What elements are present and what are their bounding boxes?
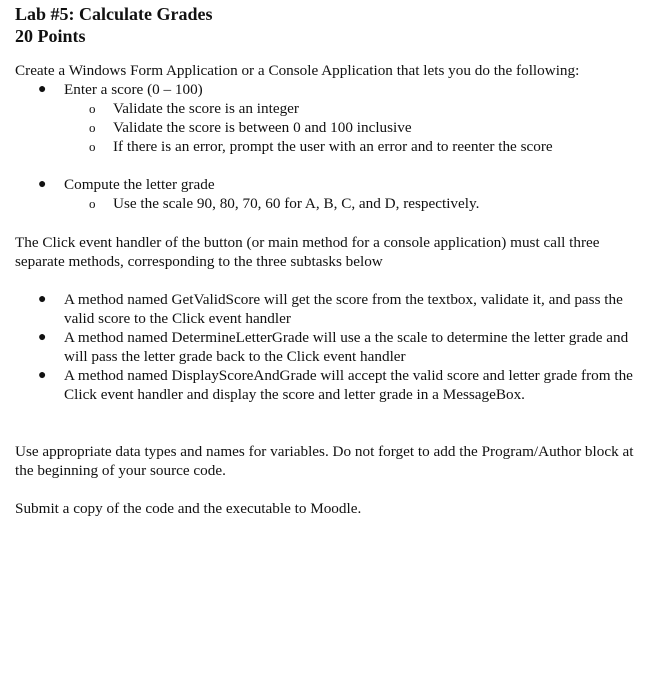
hollow-bullet-icon: o xyxy=(89,139,96,154)
task-list-2 xyxy=(15,175,640,194)
sub-item xyxy=(15,99,640,118)
bullet-icon: ● xyxy=(38,330,47,345)
lab-title: Lab #5: Calculate Grades xyxy=(15,4,213,24)
sub-item xyxy=(15,118,640,137)
sub-item-text: Use the scale 90, 80, 70, 60 for A, B, C, and D, respectively. xyxy=(113,195,480,212)
task-enter-score xyxy=(15,80,640,99)
task1-sublist xyxy=(15,99,640,156)
bullet-icon: ● xyxy=(38,292,47,307)
hollow-bullet-icon: o xyxy=(89,196,96,211)
bullet-icon: ● xyxy=(38,368,47,383)
task-compute-grade xyxy=(15,175,640,194)
sub-item-text: Validate the score is between 0 and 100 inclusive xyxy=(113,119,412,136)
method-item-text: A method named DisplayScoreAndGrade will accept the valid score and letter grade from the Click event handler and display the score and letter grade in a MessageBox. xyxy=(64,367,633,403)
methods-list xyxy=(15,290,640,404)
task-compute-grade-label: Compute the letter grade xyxy=(64,176,215,193)
sub-item-text: Validate the score is an integer xyxy=(113,100,299,117)
datatypes-paragraph: Use appropriate data types and names for variables. Do not forget to add the Program/Author block at the beginning of your source code. xyxy=(15,443,634,479)
datatypes-section xyxy=(15,442,640,480)
method-item-text: A method named DetermineLetterGrade will use a the scale to determine the letter grade and will pass the letter grade back to the Click event handler xyxy=(64,329,629,365)
task-enter-score-label: Enter a score (0 – 100) xyxy=(64,81,203,98)
submit-paragraph: Submit a copy of the code and the executable to Moodle. xyxy=(15,500,362,517)
sub-item xyxy=(15,137,640,156)
hollow-bullet-icon: o xyxy=(89,120,96,135)
intro-paragraph: Create a Windows Form Application or a Console Application that lets you do the following: xyxy=(15,62,580,79)
handler-paragraph: The Click event handler of the button (or main method for a console application) must call three separate methods, corresponding to the three subtasks below xyxy=(15,234,600,270)
method-item xyxy=(15,290,640,328)
hollow-bullet-icon: o xyxy=(89,101,96,116)
methods-section xyxy=(15,290,640,404)
method-item xyxy=(15,328,640,366)
intro-section xyxy=(15,61,640,156)
task2-section xyxy=(15,175,640,213)
submit-section xyxy=(15,499,640,518)
bullet-icon: ● xyxy=(38,82,47,97)
task2-sublist xyxy=(15,194,640,213)
sub-item-text: If there is an error, prompt the user with an error and to reenter the score xyxy=(113,138,553,155)
method-item-text: A method named GetValidScore will get the score from the textbox, validate it, and pass the valid score to the Click event handler xyxy=(64,291,623,327)
lab-points: 20 Points xyxy=(15,26,86,46)
bullet-icon: ● xyxy=(38,177,47,192)
method-item xyxy=(15,366,640,404)
handler-section xyxy=(15,233,640,271)
sub-item xyxy=(15,194,640,213)
task-list-1 xyxy=(15,80,640,99)
